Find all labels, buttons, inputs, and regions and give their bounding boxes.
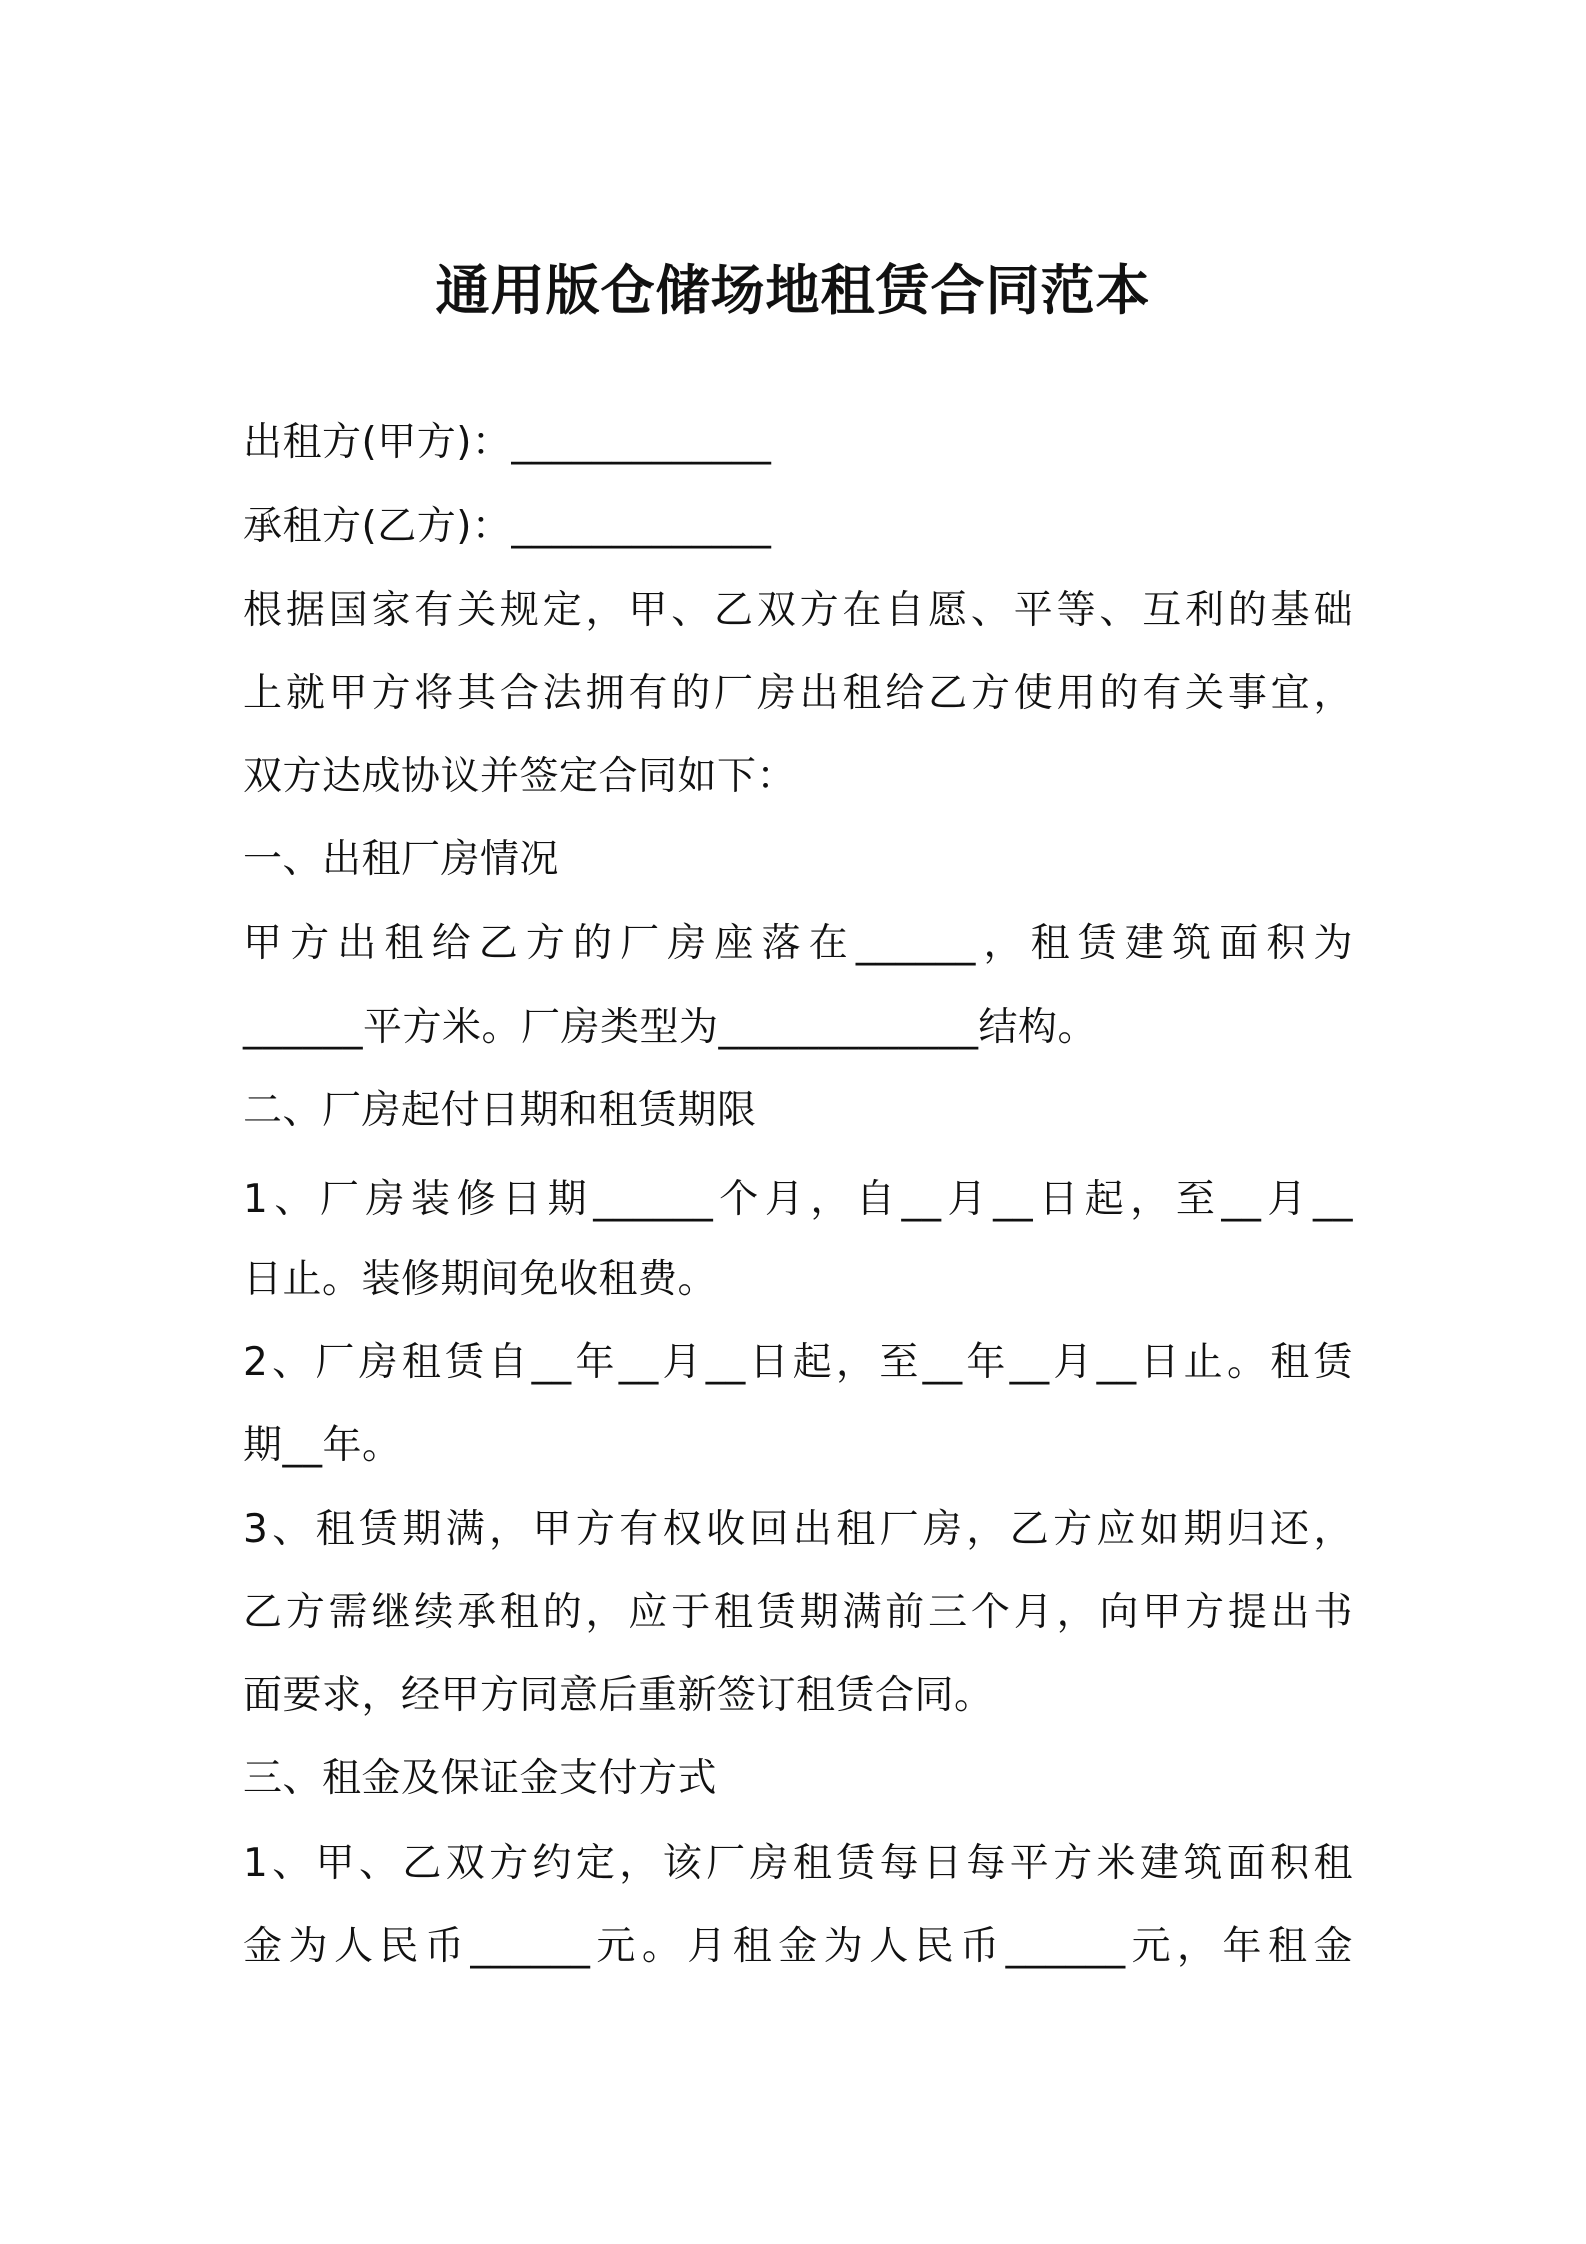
clause-2-3-line-2: 乙方需继续承租的，应于租赁期满前三个月，向甲方提出书	[243, 1590, 1353, 1635]
preamble-line-3: 双方达成协议并签定合同如下：	[243, 754, 797, 799]
document-title: 通用版仓储场地租赁合同范本	[435, 259, 1151, 322]
clause-2-2-line-2: 期__年。	[243, 1423, 402, 1468]
section-3-heading: 三、租金及保证金支付方式	[243, 1756, 718, 1801]
lessor-line: 出租方(甲方)：_____________	[243, 420, 772, 465]
preamble-line-2: 上就甲方将其合法拥有的厂房出租给乙方使用的有关事宜，	[243, 671, 1353, 716]
section-1-text-line-1: 甲方出租给乙方的厂房座落在______，租赁建筑面积为	[243, 921, 1353, 966]
section-2-heading: 二、厂房起付日期和租赁期限	[243, 1088, 757, 1133]
section-1-heading: 一、出租厂房情况	[243, 837, 560, 882]
lessee-line: 承租方(乙方)：_____________	[243, 504, 772, 549]
clause-3-1-line-2: 金为人民币______元。月租金为人民币______元，年租金	[243, 1924, 1353, 1969]
clause-2-2-line-1: 2、厂房租赁自__年__月__日起，至__年__月__日止。租赁	[243, 1340, 1353, 1385]
clause-2-1-line-2: 日止。装修期间免收租费。	[243, 1257, 718, 1302]
clause-2-3-line-3: 面要求，经甲方同意后重新签订租赁合同。	[243, 1673, 994, 1718]
section-1-text-line-2: ______平方米。厂房类型为_____________结构。	[243, 1005, 1098, 1050]
clause-2-3-line-1: 3、租赁期满，甲方有权收回出租厂房，乙方应如期归还，	[243, 1507, 1353, 1552]
clause-2-1-line-1: 1、厂房装修日期______个月，自__月__日起，至__月__	[243, 1177, 1353, 1222]
preamble-line-1: 根据国家有关规定，甲、乙双方在自愿、平等、互利的基础	[243, 588, 1353, 633]
clause-3-1-line-1: 1、甲、乙双方约定，该厂房租赁每日每平方米建筑面积租	[243, 1841, 1353, 1886]
